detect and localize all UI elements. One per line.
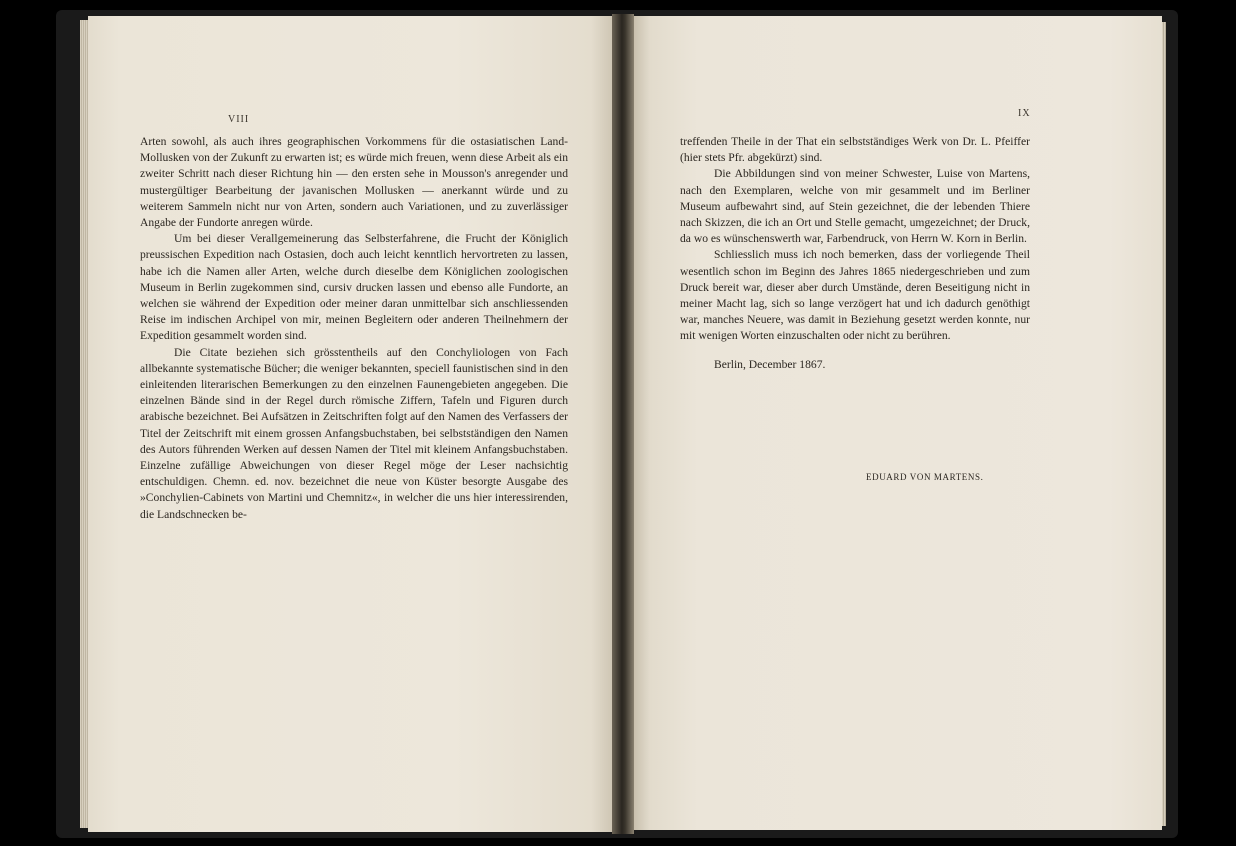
right-paragraph-3: Schliesslich muss ich noch bemerken, dass der vorliegende Theil wesentlich schon im Beginn des Jahres 1865 niedergeschrieben und zum Druck bereit war, dieser aber durch Umstände, deren Beseitigung nicht in meiner Macht lag, sich so lange verzögert hat und ich dadurch genöthigt war, manches Neuere, was damit in Beziehung gesetzt werden konnte, nur mit wenigen Worten einzuschalten oder nicht zu berühren. (680, 248, 1030, 343)
left-paragraph-1: Arten sowohl, als auch ihres geographischen Vorkommens für die ostasiatischen Land-Mollusken von der Zukunft zu erwarten ist; es würde mich freuen, wenn diese Arbeit als ein zweiter Schritt nach dieser Richtung hin — den ersten sehe in Mousson's anregender und mustergültiger Bearbeitung der javanischen Mollusken — anerkannt würde und zu weiterem Sammeln nicht nur von Arten, sondern auch Variationen, und zu zuverlässiger Angabe der Fundorte anregen würde. (140, 135, 568, 230)
right-page-number: IX (1018, 108, 1031, 119)
place-date: Berlin, December 1867. (714, 357, 826, 371)
right-paragraph-1: treffenden Theile in der That ein selbstständiges Werk von Dr. L. Pfeiffer (hier stets Pfr. abgekürzt) sind. (680, 135, 1030, 165)
right-paragraph-2: Die Abbildungen sind von meiner Schwester, Luise von Martens, nach den Exemplaren, welche von mir gesammelt und im Berliner Museum aufbewahrt sind, auf Stein gezeichnet, die der lebenden Thiere nach Skizzen, die ich an Ort und Stelle gemacht, umgezeichnet; der Druck, da wo es wünschenswerth war, Farbendruck, von Herrn W. Korn in Berlin. (680, 167, 1030, 246)
right-page-text (680, 134, 1030, 373)
book-gutter (612, 14, 634, 834)
left-page-text (140, 134, 568, 523)
left-paragraph-2: Um bei dieser Verallgemeinerung das Selbsterfahrene, die Frucht der Königlich preussischen Expedition nach Ostasien, doch auch leicht kenntlich hervortreten zu lassen, habe ich die Namen aller Arten, welche durch dieselbe dem Königlichen zoologischen Museum in Berlin zugekommen sind, cursiv drucken lassen und ebenso alle Fundorte, an welchen sie während der Expedition oder meiner daran unmittelbar sich anschliessenden Reise im indischen Archipel von mir, meinen Begleitern oder anderen Theilnehmern der Expedition gesammelt worden sind. (140, 232, 568, 343)
author-signature: EDUARD VON MARTENS. (866, 472, 984, 482)
left-paragraph-3: Die Citate beziehen sich grösstentheils auf den Conchyliologen von Fach allbekannte systematische Bücher; die weniger bekannten, speciell faunistischen sind in den einleitenden literarischen Bemerkungen zu den einzelnen Faunengebieten angegeben. Die einzelnen Bände sind in der Regel durch römische Ziffern, Tafeln und Figuren durch arabische bezeichnet. Bei Aufsätzen in Zeitschriften folgt auf den Namen des Verfassers der Titel der Zeitschrift mit einem grossen Anfangsbuchstaben, bei selbstständigen den Namen des Autors führenden Werken auf dessen Namen der Titel mit kleinem Anfangsbuchstaben. Einzelne zufällige Abweichungen von dieser Regel möge der Leser nachsichtig entschuldigen. Chemn. ed. nov. bezeichnet die neue von Küster besorgte Ausgabe des »Conchylien-Cabinets von Martini und Chemnitz«, in welcher die uns hier interessirenden, die Landschnecken be- (140, 345, 568, 521)
left-page-number: VIII (228, 114, 250, 125)
